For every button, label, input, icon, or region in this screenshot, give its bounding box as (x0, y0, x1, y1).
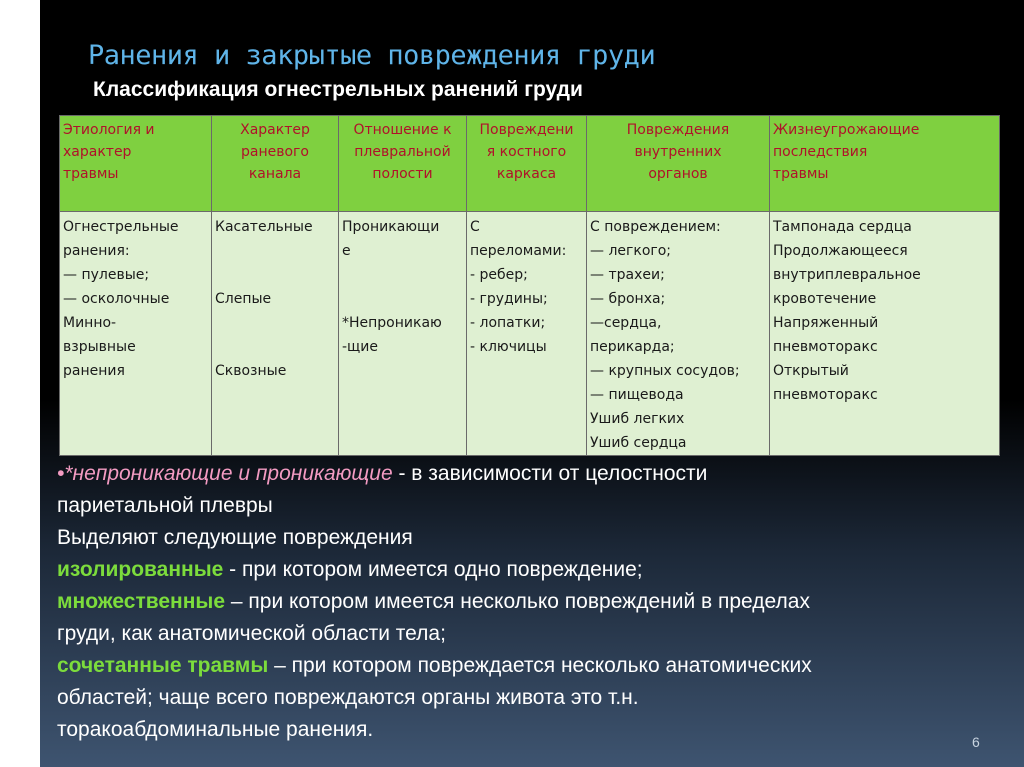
table-header-row (60, 116, 1000, 212)
cell-wound-channel: Касательные Слепые Сквозные (212, 212, 339, 456)
term-isolated: изолированные (57, 558, 224, 581)
cell-etiology: Огнестрельные ранения: — пулевые; — осколочные Минно- взрывные ранения (60, 212, 212, 456)
header-life-threatening: Жизнеугрожающие последствия травмы (770, 116, 1000, 212)
slide (40, 0, 1024, 767)
body-line-multiple-cont: груди, как анатомической области тела; (57, 622, 446, 645)
header-wound-channel: Характер раневого канала (212, 116, 339, 212)
classification-table (59, 115, 999, 453)
slide-subtitle: Классификация огнестрельных ранений груди (93, 78, 583, 101)
header-etiology: Этиология и характер травмы (60, 116, 212, 212)
table-row (60, 212, 1000, 456)
body-line-combined-cont-2: торакоабдоминальные ранения. (57, 718, 374, 741)
body-line-isolated: изолированные - при котором имеется одно повреждение; (57, 558, 643, 581)
body-line-1: •*непроникающие и проникающие - в зависимости от целостности (57, 462, 708, 485)
body-line-3: Выделяют следующие повреждения (57, 526, 413, 549)
cell-internal-organs: С повреждением: — легкого; — трахеи; — бронха; —сердца, перикарда; — крупных сосудов; — пищевода Ушиб легких Ушиб сердца (587, 212, 770, 456)
term-combined: сочетанные травмы (57, 654, 269, 677)
header-pleural-cavity: Отношение к плевральной полости (339, 116, 467, 212)
term-multiple: множественные (57, 590, 226, 613)
body-text (57, 458, 1017, 746)
body-line-combined: сочетанные травмы – при котором повреждается несколько анатомических (57, 654, 812, 677)
body-line-combined-cont-1: областей; чаще всего повреждаются органы живота это т.н. (57, 686, 639, 709)
highlight-nonpenetrating: •*непроникающие и проникающие (57, 462, 399, 485)
header-internal-organs: Повреждения внутренних органов (587, 116, 770, 212)
body-line-2: париетальной плевры (57, 494, 273, 517)
cell-bone-frame: С переломами: - ребер; - грудины; - лопатки; - ключицы (467, 212, 587, 456)
cell-life-threatening: Тампонада сердца Продолжающееся внутриплевральное кровотечение Напряженный пневмоторакс Открытый пневмоторакс (770, 212, 1000, 456)
header-bone-frame: Повреждени я костного каркаса (467, 116, 587, 212)
body-line-multiple: множественные – при котором имеется несколько повреждений в пределах (57, 590, 810, 613)
slide-title: Ранения и закрытые повреждения груди (88, 40, 656, 71)
cell-pleural-cavity: Проникающи е *Непроникаю -щие (339, 212, 467, 456)
page-number: 6 (972, 734, 980, 750)
